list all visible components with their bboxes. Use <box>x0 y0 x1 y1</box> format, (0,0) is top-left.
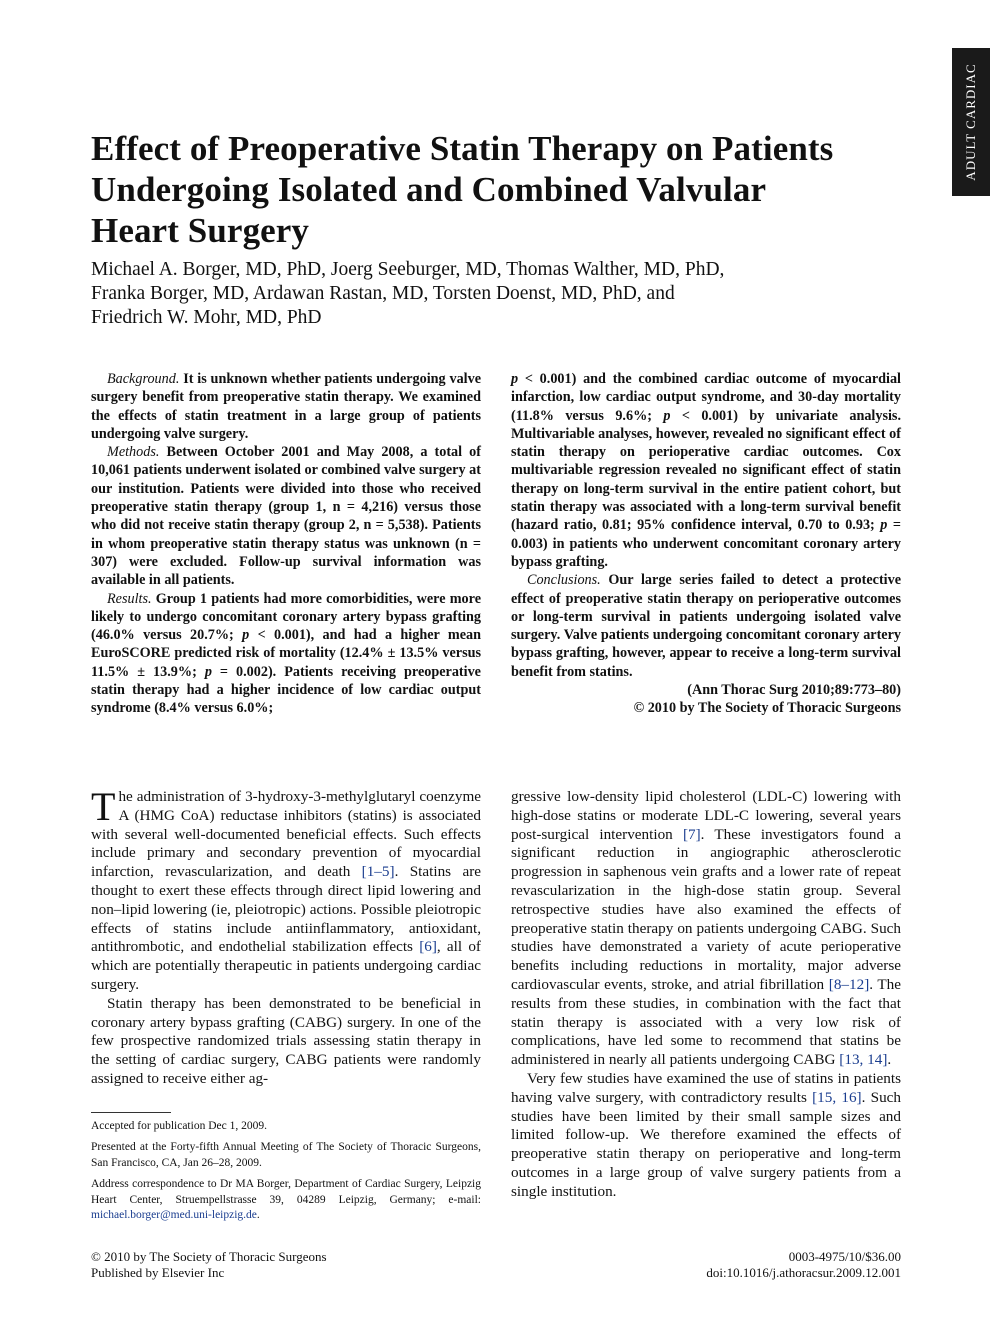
address-text: Address correspondence to Dr MA Borger, Department of Cardiac Surgery, Leipzig Heart Center, Struempellstrasse 39, 04289 Leipzig, Germany; e-mail: <box>91 1178 481 1206</box>
abstract-results-continued <box>511 370 901 571</box>
body-text: gressive low-density lipid cholesterol (LDL-C) lowering with high-dose statins or moderate LDL-C lowering, several years post-surgical intervention <box>511 788 901 843</box>
p-value-symbol: p <box>242 627 250 644</box>
methods-label: Methods. <box>107 444 160 461</box>
footer-publisher: Published by Elsevier Inc <box>91 1265 225 1280</box>
body-text: . These investigators found a significant reduction in angiographic atherosclerotic progression in saphenous vein grafts and a lower rate of repeat revascularization in the high-dose statin group. Several retrospective studies have also examined the effects of preoperative statin therapy on patients undergoing CABG. Such studies have demonstrated a variety of acute perioperative benefits including reductions in mortality, major adverse cardiovascular events, stroke, and atrial fibrillation <box>511 825 901 993</box>
section-tab <box>952 48 990 196</box>
title-line: Undergoing Isolated and Combined Valvular <box>91 170 767 209</box>
article-title <box>91 128 911 251</box>
footer-left <box>91 1249 327 1281</box>
body-text: , all of which are potentially therapeutic in patients undergoing cardiac surgery. <box>91 938 481 993</box>
body-paragraph <box>91 784 481 995</box>
results-text: < 0.001) and the combined cardiac outcome of myocardial infarction, low cardiac output syndrome, and 30-day mortality (11.8% versus 9.6%; <box>511 371 901 424</box>
conclusions-text: Our large series failed to detect a protective effect of preoperative statin therapy on perioperative outcomes or long-term survival in patients undergoing isolated valve surgery. Valve patients undergoing concomitant coronary artery bypass grafting, however, appear to receive a long-term survival benefit from statins. <box>511 572 901 680</box>
abstract-methods <box>91 443 481 589</box>
p-value-symbol: p <box>511 371 519 387</box>
footnotes <box>91 1119 481 1229</box>
p-value-symbol: p <box>204 663 212 680</box>
body-right-column <box>511 788 901 1202</box>
abstract-results <box>91 590 481 718</box>
footer-right <box>706 1249 901 1281</box>
reference-link[interactable]: [13, 14] <box>839 1051 888 1069</box>
body-paragraph <box>511 1070 901 1202</box>
footer-doi: doi:10.1016/j.athoracsur.2009.12.001 <box>706 1265 901 1280</box>
abstract-copyright: © 2010 by The Society of Thoracic Surgeons <box>633 700 901 717</box>
conclusions-label: Conclusions. <box>527 572 601 589</box>
footnote-presented: Presented at the Forty-fifth Annual Meeting of The Society of Thoracic Surgeons, San Francisco, CA, Jan 26–28, 2009. <box>91 1141 481 1169</box>
body-left-column <box>91 784 481 1089</box>
title-line: Heart Surgery <box>91 211 310 250</box>
reference-link[interactable]: [8–12] <box>828 975 870 993</box>
abstract-right-column <box>511 370 901 718</box>
abstract-background <box>91 370 481 443</box>
footnote-divider <box>91 1112 171 1113</box>
body-text: Very few studies have examined the use of statins in patients having valve surgery, with contradictory results <box>511 1069 901 1106</box>
reference-link[interactable]: [6] <box>419 938 437 956</box>
results-label: Results. <box>107 590 152 607</box>
body-text: . The results from these studies, in combination with the fact that statin therapy is associated with a very low risk of complications, have led some to recommend that statins be administered in nearly all patients undergoing CABG <box>511 975 902 1069</box>
author-line: Friedrich W. Mohr, MD, PhD <box>91 307 322 328</box>
p-value-symbol: p <box>880 517 888 534</box>
body-text: . Statins are thought to exert these effects through direct lipid lowering and non–lipid lowering (ie, pleiotropic) actions. Possible pleiotropic effects of statins include antiinflammatory, antioxidant, antithrombotic, and endothelial stabilization effects <box>91 863 481 956</box>
reference-link[interactable]: [1–5] <box>361 863 395 881</box>
title-line: Effect of Preoperative Statin Therapy on Patients <box>91 129 834 168</box>
abstract-left-column <box>91 370 481 718</box>
results-text: < 0.001) by univariate analysis. Multivariable analyses, however, revealed no significant effect of statin therapy on perioperative cardiac outcomes. Cox multivariable regression revealed no significant effect of statin therapy on long-term survival in the entire patient cohort, but statin therapy was associated with a long-term survival benefit (hazard ratio, 0.81; 95% confidence interval, 0.70 to 0.93; <box>511 407 901 534</box>
results-text: = 0.003) in patients who underwent concomitant coronary artery bypass grafting. <box>511 517 902 570</box>
body-text: he administration of 3-hydroxy-3-methylglutaryl coenzyme A (HMG CoA) reductase inhibitors (statins) is associated with several well-documented beneficial effects. Such effects include primary and secondary prevention of myocardial infarction, revascularization, and death <box>91 788 481 881</box>
author-line: Michael A. Borger, MD, PhD, Joerg Seeburger, MD, Thomas Walther, MD, PhD, <box>91 259 725 280</box>
email-link[interactable]: michael.borger@med.uni-leipzig.de <box>91 1209 257 1222</box>
abstract-conclusions <box>511 571 901 681</box>
section-tab-label: ADULT CARDIAC <box>963 63 978 181</box>
body-paragraph <box>511 788 901 1070</box>
results-text: < 0.001), and had a higher mean EuroSCORE predicted risk of mortality (12.4% ± 13.5% versus 11.5% ± 13.9%; <box>91 627 482 680</box>
address-text: . <box>256 1209 260 1222</box>
author-line: Franka Borger, MD, Ardawan Rastan, MD, Torsten Doenst, MD, PhD, and <box>91 283 675 304</box>
drop-cap: T <box>91 784 116 829</box>
background-label: Background. <box>107 371 180 387</box>
body-text: . Such studies have been limited by their small sample sizes and limited follow-up. We therefore examined the effects of preoperative statin therapy on perioperative and long-term outcomes in a large group of valve surgery patients from a single institution. <box>511 1088 901 1200</box>
footnote-address <box>91 1177 481 1223</box>
p-value-symbol: p <box>663 407 671 424</box>
journal-citation: (Ann Thorac Surg 2010;89:773–80) <box>687 682 901 699</box>
footer-copyright: © 2010 by The Society of Thoracic Surgeons <box>91 1249 327 1264</box>
methods-text: Between October 2001 and May 2008, a total of 10,061 patients underwent isolated or combined valve surgery at our institution. Patients were divided into those who received preoperative statin therapy (group 1, n = 4,216) versus those who did not receive statin therapy (group 2, n = 5,538). Patients in whom preoperative statin therapy status was unknown (n = 307) were excluded. Follow-up survival information was available in all patients. <box>91 444 481 589</box>
body-text: . <box>887 1051 892 1069</box>
background-text: It is unknown whether patients undergoing valve surgery benefit from preoperative statin therapy. We examined the effects of statin treatment in a large group of patients undergoing valve surgery. <box>91 371 481 442</box>
footer-issn: 0003-4975/10/$36.00 <box>788 1249 901 1264</box>
results-text: Group 1 patients had more comorbidities, were more likely to undergo concomitant coronary artery bypass grafting (46.0% versus 20.7%; <box>91 590 481 644</box>
results-text: = 0.002). Patients receiving preoperative statin therapy had a higher incidence of low cardiac output syndrome (8.4% versus 6.0%; <box>91 663 481 717</box>
reference-link[interactable]: [7] <box>682 825 701 843</box>
reference-link[interactable]: [15, 16] <box>812 1088 862 1106</box>
footnote-accepted: Accepted for publication Dec 1, 2009. <box>91 1120 267 1132</box>
author-list <box>91 258 911 330</box>
body-paragraph: Statin therapy has been demonstrated to be beneficial in coronary artery bypass grafting (CABG) surgery. In one of the few prospective randomized trials assessing statin therapy in the setting of cardiac surgery, CABG patients were randomly assigned to receive either ag- <box>91 994 481 1087</box>
